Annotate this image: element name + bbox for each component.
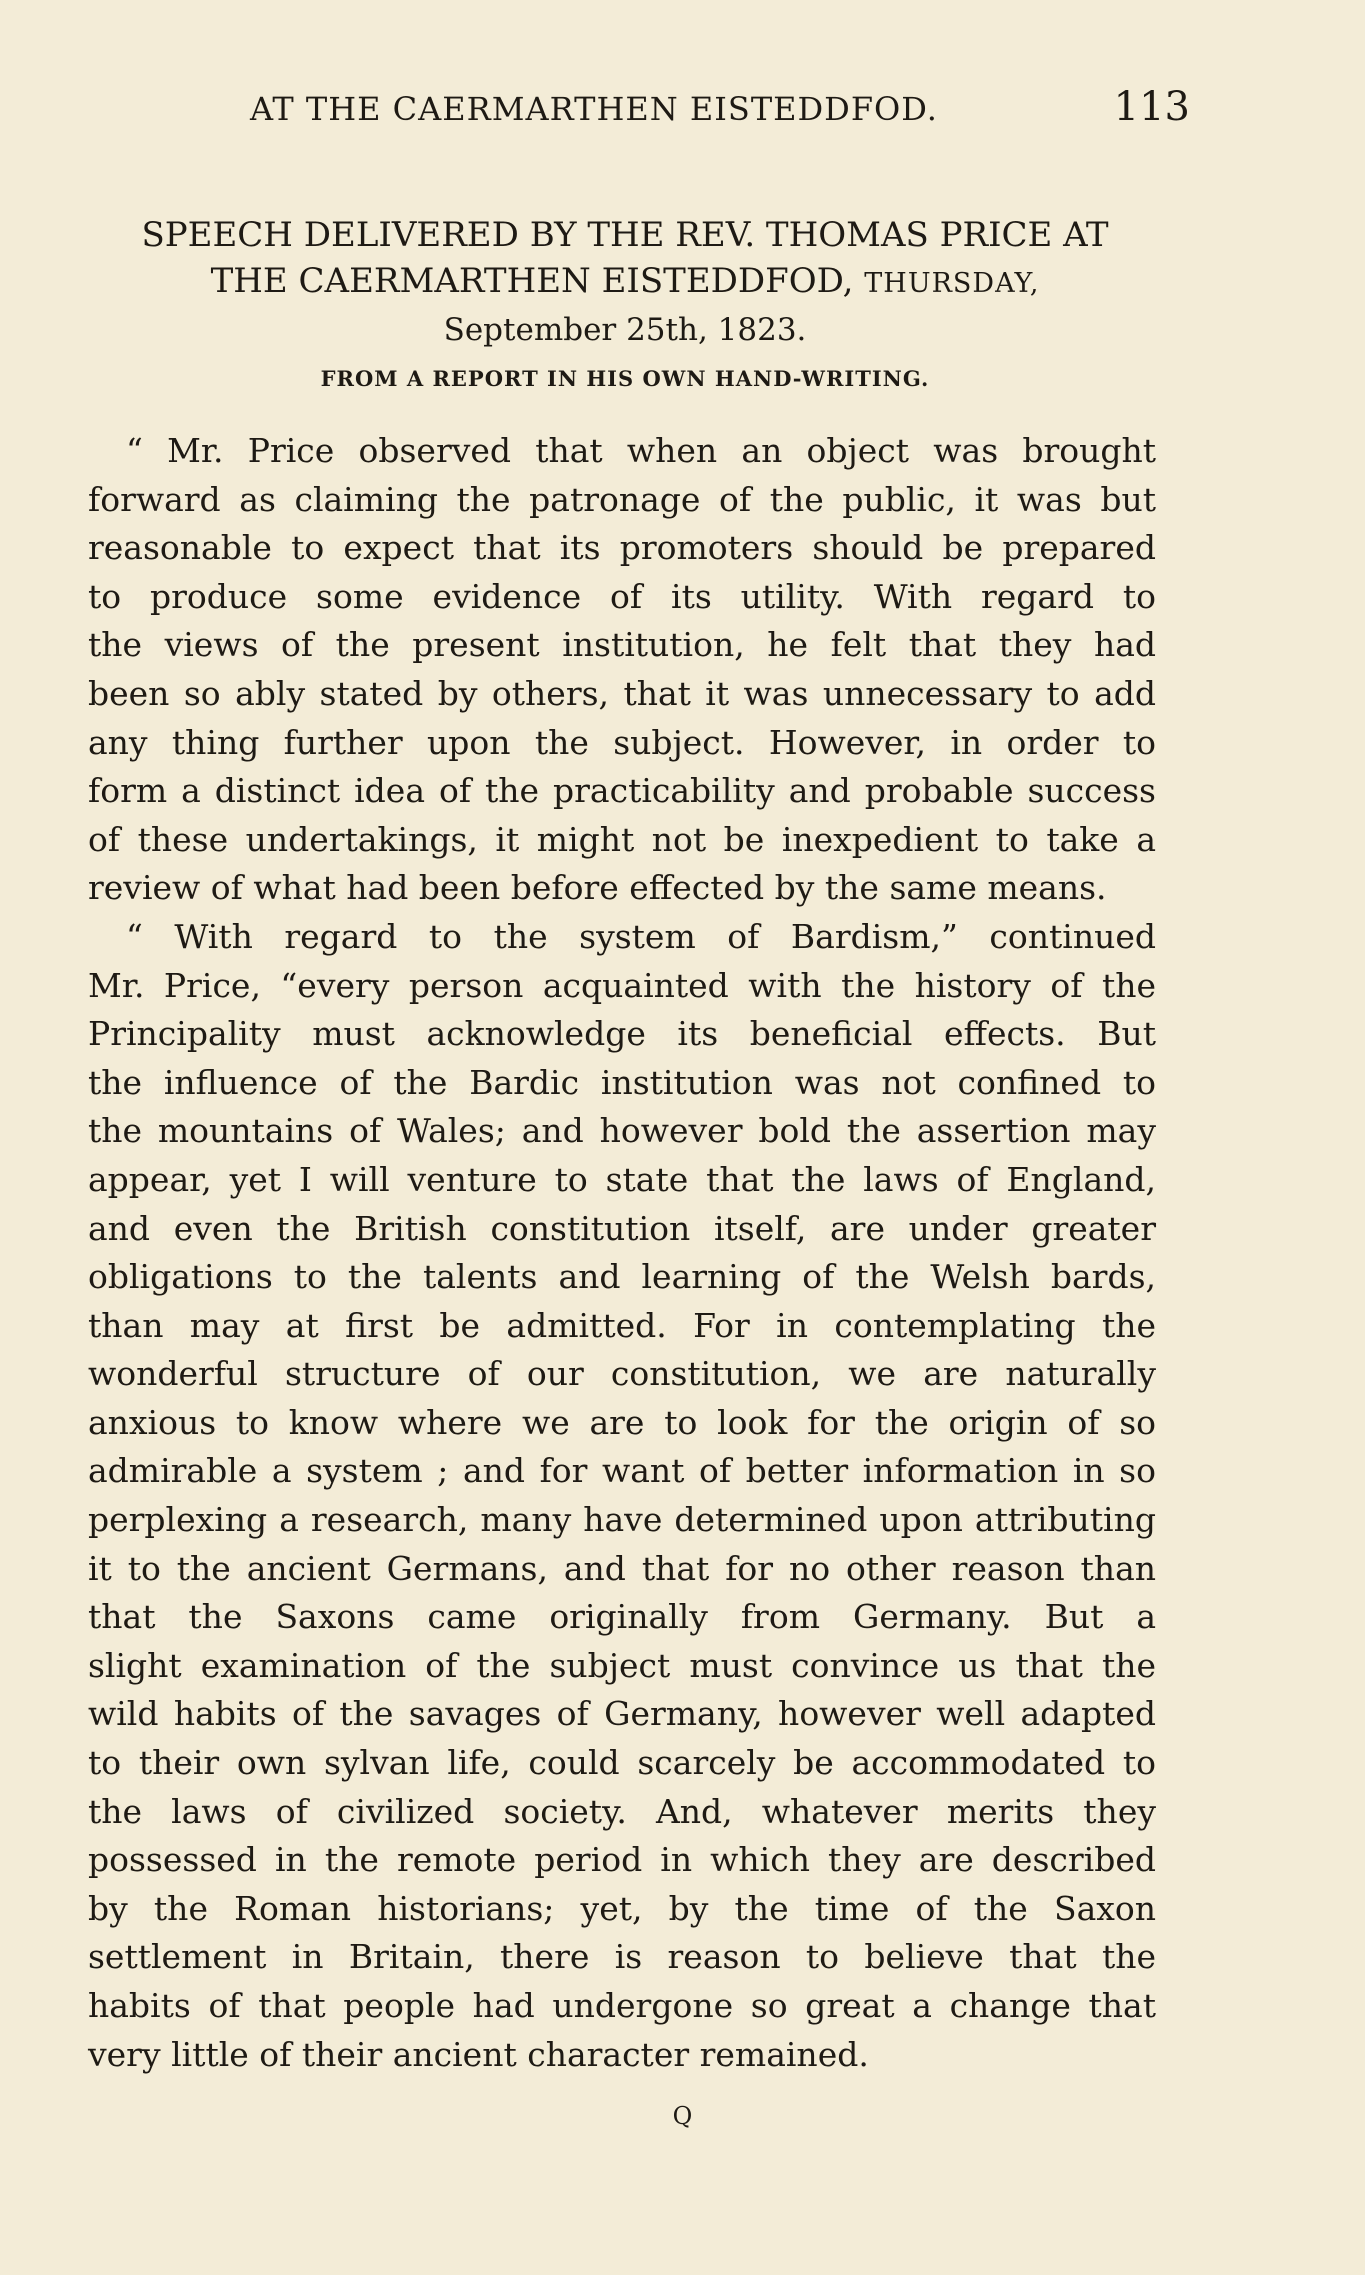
text-line: wonderful structure of our constitution, we are naturally xyxy=(88,1354,1156,1394)
text-line: habits of that people had undergone so great a change that xyxy=(88,1986,1156,2025)
text-line: slight examination of the subject must convince us that the xyxy=(88,1645,1156,1685)
text-line: very little of their ancient character remained. xyxy=(88,2034,869,2074)
page-number: 113 xyxy=(1113,84,1190,130)
text-line: forward as claiming the patronage of the public, it was but xyxy=(88,479,1156,519)
text-line: and even the British constitution itself, are under greater xyxy=(88,1208,1156,1248)
text-line: anxious to know where we are to look for the origin of so xyxy=(88,1402,1156,1442)
text-line: possessed in the remote period in which they are described xyxy=(88,1840,1156,1880)
speech-title xyxy=(80,212,1170,353)
text-line: to their own sylvan life, could scarcely be accommodated to xyxy=(88,1743,1156,1783)
text-line: obligations to the talents and learning of the Welsh bards, xyxy=(88,1257,1156,1297)
text-line: to produce some evidence of its utility. With regard to xyxy=(88,576,1156,616)
text-line: reasonable to expect that its promoters should be prepared xyxy=(88,528,1156,568)
text-line: that the Saxons came originally from Germany. But a xyxy=(88,1597,1156,1637)
text-line: perplexing a research, many have determined upon attributing xyxy=(88,1500,1156,1540)
text-line: of these undertakings, it might not be inexpedient to take a xyxy=(88,819,1156,859)
text-line: the influence of the Bardic institution was not confined to xyxy=(88,1062,1156,1102)
speech-body xyxy=(88,427,1156,2079)
text-line: the views of the present institution, he felt that they had xyxy=(88,625,1156,665)
text-line: admirable a system ; and for want of better information in so xyxy=(88,1451,1156,1491)
title-line-2-main: THE CAERMARTHEN EISTEDDFOD, xyxy=(210,261,854,301)
text-line: Mr. Price, “every person acquainted with the history of the xyxy=(88,965,1156,1005)
title-date: September 25th, 1823. xyxy=(443,312,807,348)
text-line: by the Roman historians; yet, by the time of the Saxon xyxy=(88,1888,1156,1928)
signature-mark: Q xyxy=(672,2102,693,2130)
text-line: it to the ancient Germans, and that for no other reason than xyxy=(88,1548,1156,1588)
running-head xyxy=(250,84,1190,144)
text-line: “ Mr. Price observed that when an object was brought xyxy=(126,431,1156,470)
text-line: review of what had been before effected by the same means. xyxy=(88,868,1107,908)
text-line: any thing further upon the subject. However, in order to xyxy=(88,722,1156,762)
text-line: the mountains of Wales; and however bold the assertion may xyxy=(88,1111,1156,1151)
text-line: been so ably stated by others, that it was unnecessary to add xyxy=(88,673,1156,713)
text-line: “ With regard to the system of Bardism,” continued xyxy=(126,916,1156,956)
title-line-1: SPEECH DELIVERED BY THE REV. THOMAS PRICE AT xyxy=(141,215,1109,255)
text-line: wild habits of the savages of Germany, however well adapted xyxy=(88,1694,1156,1734)
text-line: the laws of civilized society. And, whatever merits they xyxy=(88,1791,1156,1831)
text-line: settlement in Britain, there is reason to believe that the xyxy=(88,1937,1156,1977)
running-title: AT THE CAERMARTHEN EISTEDDFOD. xyxy=(250,90,938,128)
title-line-2 xyxy=(80,258,1170,307)
source-note: FROM A REPORT IN HIS OWN HAND-WRITING. xyxy=(320,366,930,391)
title-day: THURSDAY, xyxy=(864,268,1040,299)
text-line: appear, yet I will venture to state that the laws of England, xyxy=(88,1159,1156,1199)
text-line: than may at first be admitted. For in contemplating the xyxy=(88,1305,1156,1345)
text-line: form a distinct idea of the practicability and probable success xyxy=(88,771,1156,811)
text-line: Principality must acknowledge its beneficial effects. But xyxy=(88,1014,1156,1054)
